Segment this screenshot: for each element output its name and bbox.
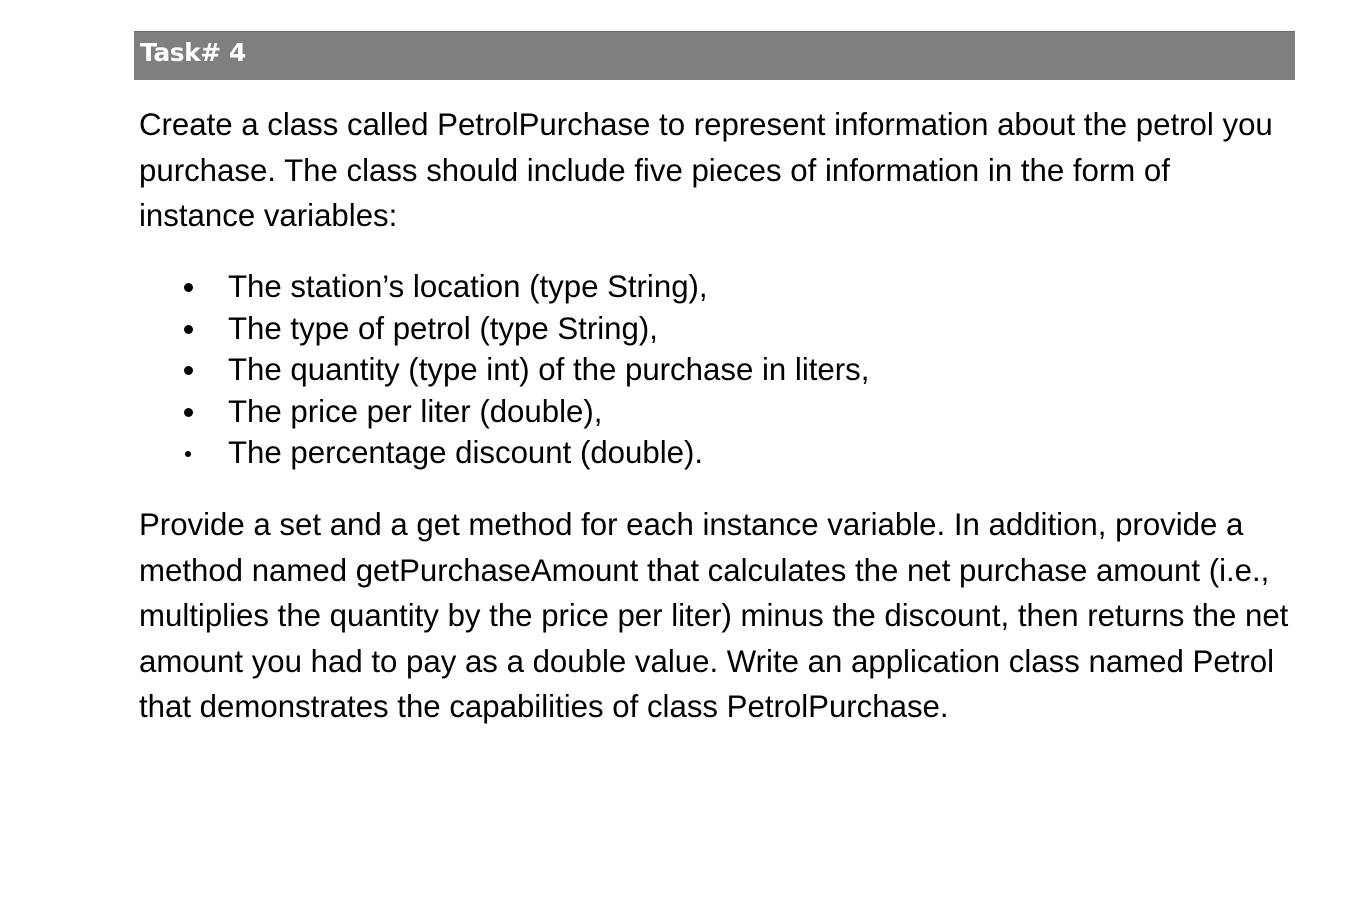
instance-variable-list bbox=[139, 266, 1289, 474]
bullet-icon bbox=[184, 366, 193, 375]
body-paragraph: Provide a set and a get method for each instance variable. In addition, provide a method named getPurchaseAmount that calculates the net purchase amount (i.e., multiplies the quantity by the price per liter) minus the discount, then returns the net amount you had to pay as a double value. Write an application class named Petrol that demonstrates the capabilities of class PetrolPurchase. bbox=[139, 507, 1289, 725]
list-item-text: The type of petrol (type String), bbox=[228, 310, 658, 346]
list-item bbox=[139, 391, 1289, 433]
bullet-icon bbox=[184, 325, 193, 334]
list-item bbox=[139, 266, 1289, 308]
list-item-text: The quantity (type int) of the purchase in liters, bbox=[228, 352, 870, 388]
list-item-text: The station’s location (type String), bbox=[228, 269, 708, 304]
list-item bbox=[139, 349, 1289, 391]
list-item-text: The percentage discount (double). bbox=[228, 435, 704, 471]
list-item-text: The price per liter (double), bbox=[228, 393, 603, 429]
task-header-bar bbox=[134, 31, 1295, 80]
bullet-icon bbox=[185, 451, 191, 457]
list-item bbox=[139, 432, 1289, 474]
bullet-icon bbox=[184, 283, 193, 292]
bullet-icon bbox=[184, 408, 193, 417]
list-item bbox=[139, 308, 1289, 350]
intro-paragraph: Create a class called PetrolPurchase to represent information about the petrol you purchase. The class should include five pieces of information in the form of instance variables: bbox=[139, 107, 1273, 234]
task-title: Task# 4 bbox=[140, 38, 246, 67]
